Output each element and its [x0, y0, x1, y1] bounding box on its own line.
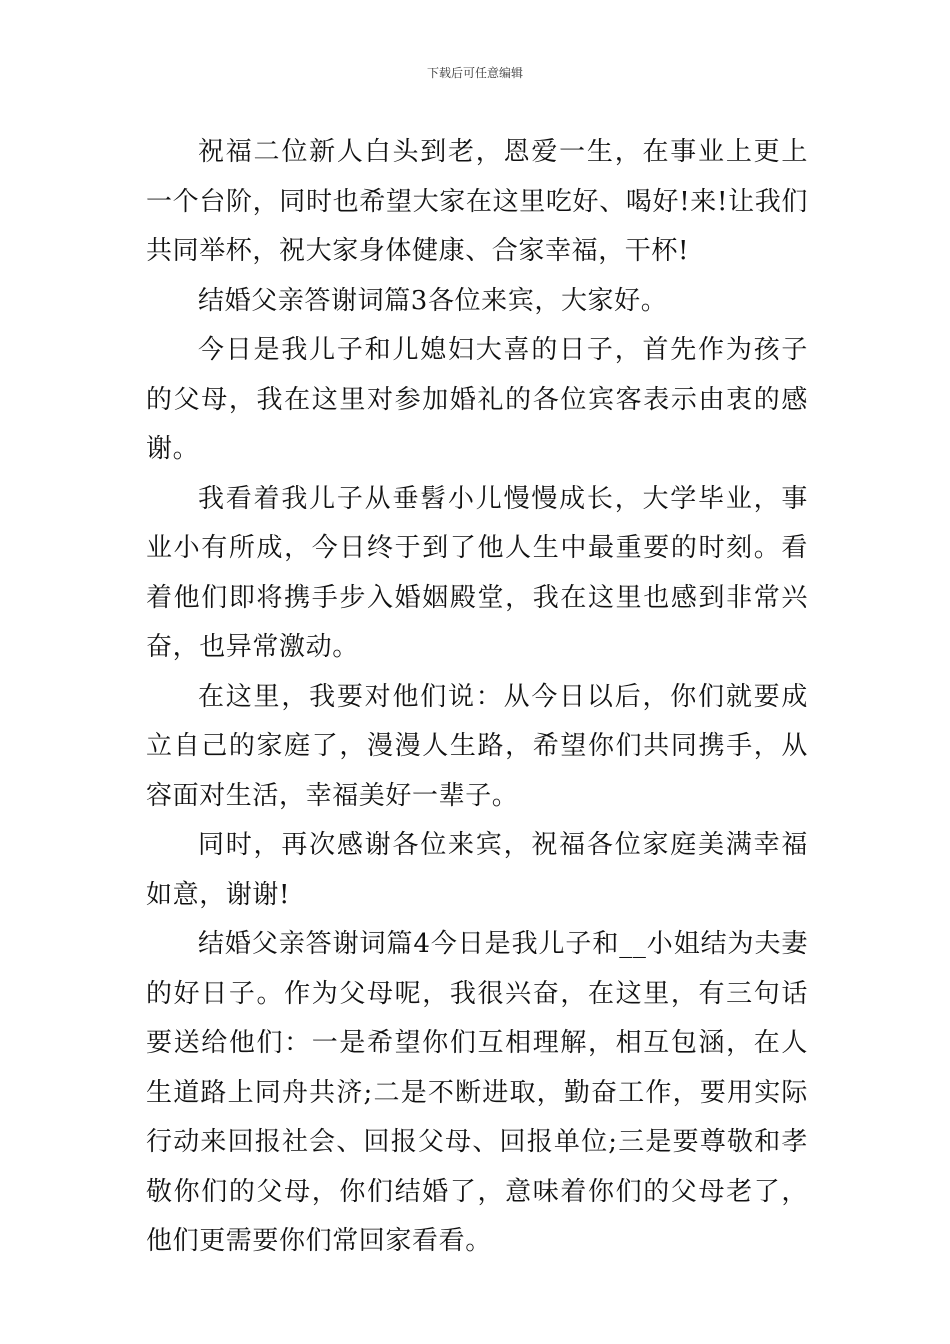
- paragraph-advice: 在这里，我要对他们说：从今日以后，你们就要成立自己的家庭了，漫漫人生路，希望你们共同携手，从容面对生活，幸福美好一辈子。: [146, 681, 808, 811]
- paragraph-blessing: 祝福二位新人白头到老，恩爱一生，在事业上更上一个台阶，同时也希望大家在这里吃好、喝好!来!让我们共同举杯，祝大家身体健康、合家幸福，干杯!: [146, 137, 808, 266]
- document-body: [146, 128, 808, 1267]
- paragraph-thanks-guests: 今日是我儿子和儿媳妇大喜的日子，首先作为孩子的父母，我在这里对参加婚礼的各位宾客表示由衷的感谢。: [146, 335, 808, 464]
- page-header: 下载后可任意编辑: [426, 66, 523, 80]
- paragraph-speech-4: 结婚父亲答谢词篇4今日是我儿子和__小姐结为夫妻的好日子。作为父母呢，我很兴奋，在这里，有三句话要送给他们：一是希望你们互相理解，相互包涵，在人生道路上同舟共济;二是不断进取，勤奋工作，要用实际行动来回报社会、回报父母、回报单位;三是要尊敬和孝敬你们的父母，你们结婚了，意味着你们的父母老了，他们更需要你们常回家看看。: [146, 929, 808, 1256]
- paragraph-son-growth: 我看着我儿子从垂髫小儿慢慢成长，大学毕业，事业小有所成，今日终于到了他人生中最重要的时刻。看着他们即将携手步入婚姻殿堂，我在这里也感到非常兴奋，也异常激动。: [146, 483, 808, 662]
- paragraph-closing-thanks: 同时，再次感谢各位来宾，祝福各位家庭美满幸福如意，谢谢!: [146, 830, 808, 910]
- paragraph-speech-3-title: 结婚父亲答谢词篇3各位来宾，大家好。: [198, 285, 668, 316]
